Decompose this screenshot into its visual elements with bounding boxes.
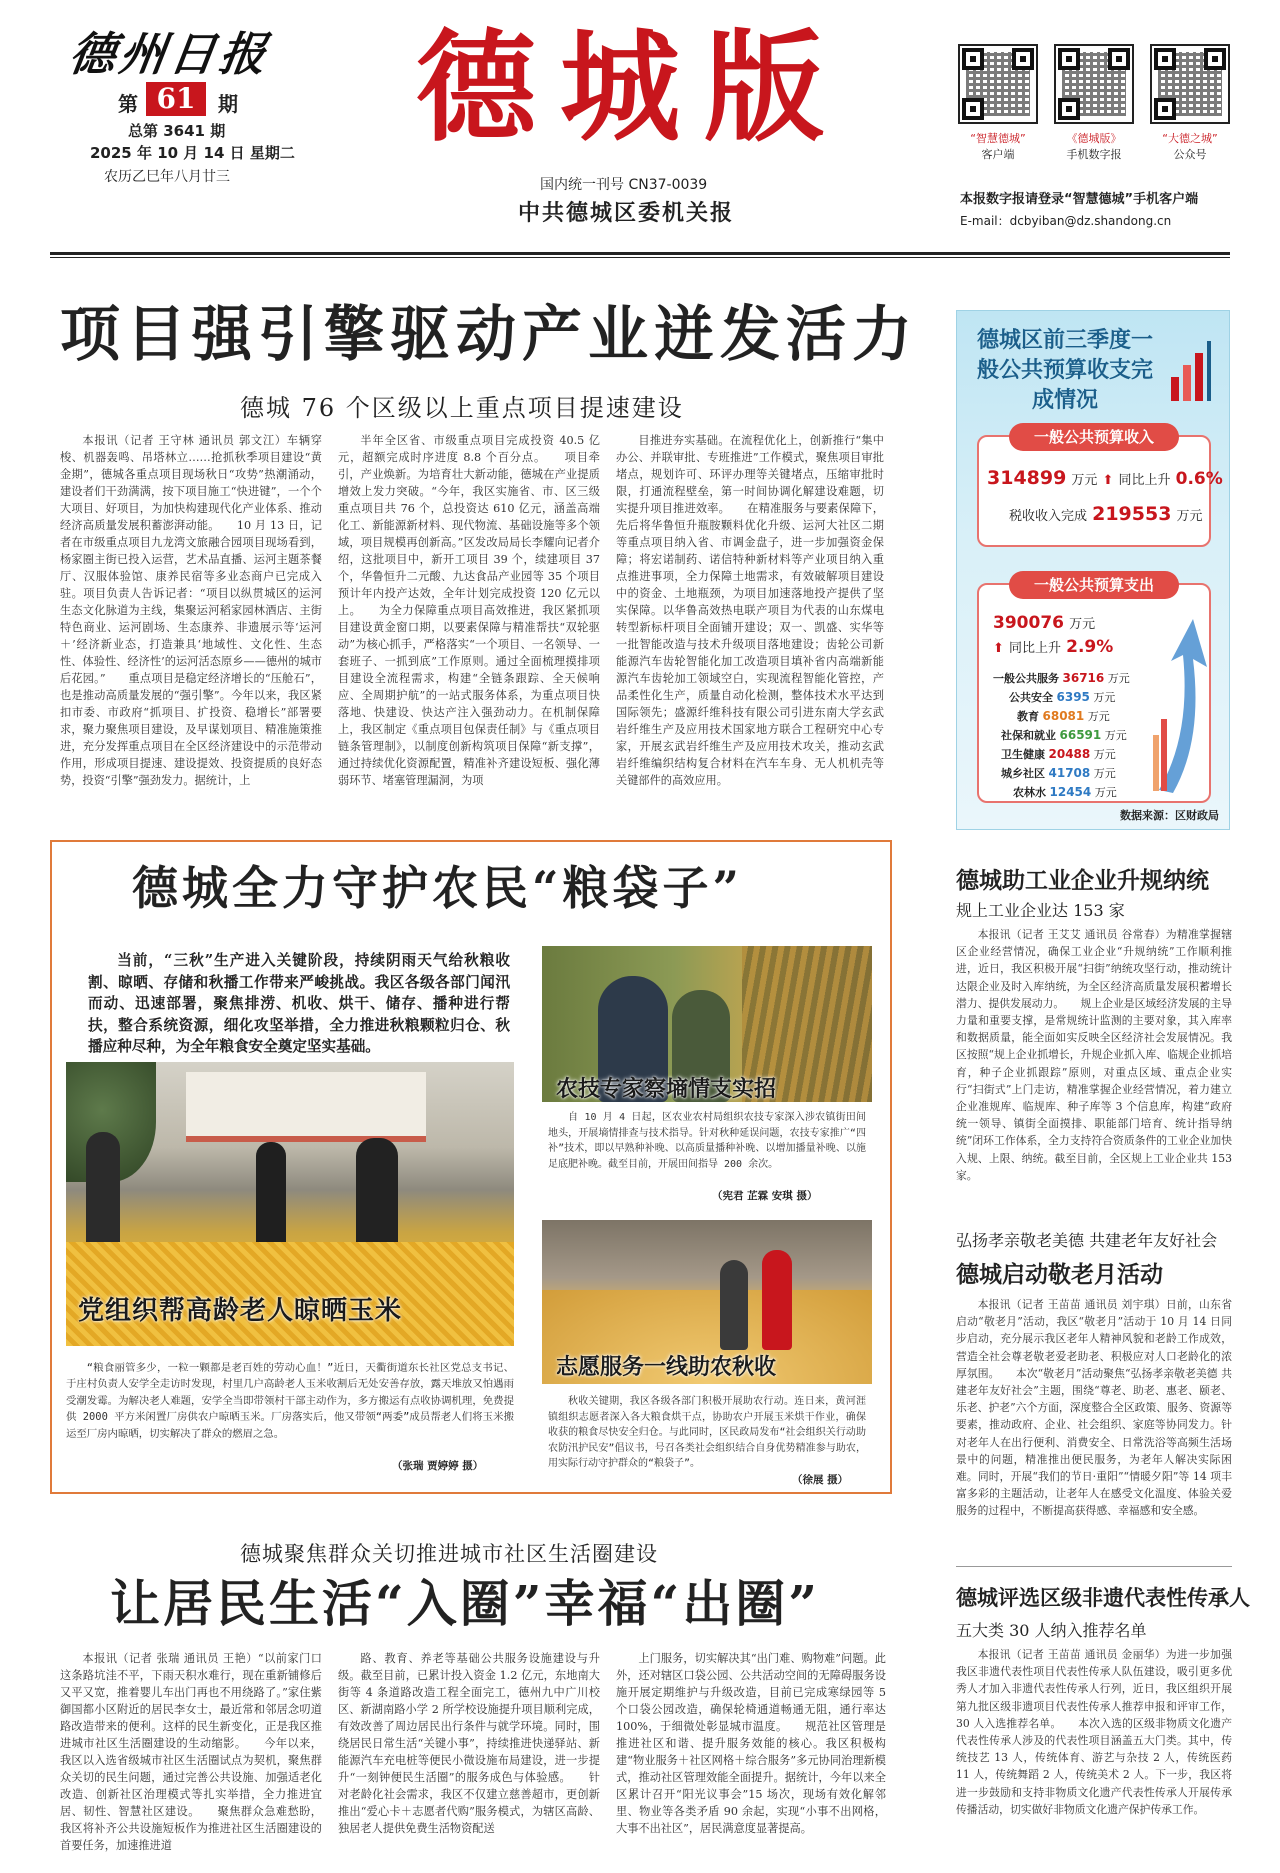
issue-number: 61 (146, 82, 206, 116)
tax-label: 税收收入完成 (1009, 509, 1088, 524)
revenue-panel (977, 428, 1223, 547)
expenditure-growth-row (993, 637, 1113, 657)
chart-icon (1169, 337, 1213, 405)
lead-subheadline: 德城 76 个区级以上重点项目提速建设 (240, 394, 684, 422)
issue-prefix: 第 (118, 92, 138, 116)
budget-title: 德城区前三季度一般公共预算收支完成情况 (976, 327, 1153, 413)
expenditure-item (993, 688, 1163, 707)
tax-value: 219553 (1092, 503, 1172, 525)
photo2-caption: 党组织帮高龄老人晾晒玉米 (78, 1296, 403, 1326)
revenue-growth-label: 同比上升 (1118, 473, 1171, 488)
revenue-unit: 万元 (1071, 473, 1098, 488)
qr-desc: 手机数字报 (1066, 148, 1122, 161)
expenditure-unit: 万元 (1069, 617, 1096, 632)
heritage-headline: 德城评选区级非遗代表性传承人 (956, 1586, 1250, 1610)
masthead-divider (50, 252, 1230, 255)
paper-name-logo: 德州日报 (65, 27, 274, 81)
total-issue: 总第 3641 期 (128, 122, 226, 140)
expenditure-items (993, 669, 1163, 802)
elderly-headline: 德城启动敬老月活动 (956, 1262, 1163, 1288)
expenditure-item (993, 764, 1163, 783)
expenditure-item (993, 726, 1163, 745)
item-unit: 万元 (1104, 729, 1127, 742)
photo3-text: 秋收关键期，我区各级各部门积极开展助农行动。连日来，黄河涯镇组织志愿者深入各大粮食烘干点，协助农户开展玉米烘干作业，确保收获的粮食尽快安全归仓。与此同时，区民政局发布“社会组织关行动助农防汛护民安”倡议书，号召各类社会组织结合自身优势精准参与助农，用实际行动守护群众的“粮袋子”。 (548, 1396, 866, 1470)
lunar-date: 农历乙巳年八月廿三 (104, 169, 230, 185)
person-shape (762, 1250, 792, 1350)
expenditure-item (993, 783, 1163, 802)
item-label: 卫生健康 (1001, 748, 1045, 761)
qr-code-icon (1150, 44, 1230, 124)
item-value: 41708 (1048, 766, 1091, 780)
up-arrow-icon: ⬆ (993, 641, 1004, 656)
item-unit: 万元 (1087, 710, 1110, 723)
grain-feature-box (50, 840, 892, 1494)
edition-title: 德城版 (416, 19, 848, 158)
elderly-kicker: 弘扬孝亲敬老美德 共建老年友好社会 (956, 1231, 1218, 1250)
lead-column-3: 目推进夯实基础。在流程优化上，创新推行“集中办公、并联审批、专班推进”工作模式，聚焦项目审批堵点，规划许可、环评办理等关键堵点，压缩审批时限，打通流程壁垒，第一时间协调化解建设难题，切实提升项目推进效率。 在精准服务与要素保障下，先后将华鲁恒升瓶胺颗料优化升级、运河大社区二期等重点项目纳入省、市调金盘子，进一步加强资金保障；将宏诺制药、诺信特种新材料等产业项目纳入重点推进事项，全力保障土地需求，有效破解项目建设中的资金、土地瓶颈，为项目加速落地投产提供了坚实保障。以华鲁高效热电联产项目为代表的山东煤电转型新标杆项目全面铺开建设；双一、凯盛、实华等一批智能改造与技术升级项目落地建设；齿轮公司新能源汽车齿轮智能化加工改造项目填补省内高端新能源汽车齿轮加工领域空白，实现流程智能化管控，产品柔性化生产，质量自动化检测，整体技术水平达到国际领先；盛源纤维科技有限公司引进东南大学玄武岩纤维生产及应用技术国家地方联合工程研究中心专家，开展玄武岩纤维生产及应用技术攻关，推动玄武岩纤维编织结构复合材料在汽车车身、无人机机壳等关键部件的高效应用。 (616, 434, 884, 787)
qr-name: 《德城版》 (1066, 132, 1122, 145)
expenditure-label: 一般公共预算支出 (1009, 571, 1179, 599)
item-value: 66591 (1059, 728, 1102, 742)
masthead (0, 0, 1280, 250)
heritage-body: 本报讯（记者 王苗苗 通讯员 金丽华）为进一步加强我区非遗代表性项目代表性传承人队伍建设，吸引更多优秀人才加入非遗代表性传承人行列，近日，我区组织开展第九批区级非遗项目代表性传承人推荐申报和评审工作，30 人入选推荐名单。 本次入选的区级非物质文化遗产代表性传承人涉及的代表性项目涵盖五大门类。其中，传统技艺 13 人，传统体育、游艺与杂技 2 人，传统医药 11 人，传统舞蹈 2 人，传统美术 2 人。下一步，我区将进一步鼓励和支持非物质文化遗产代表性传承人开展传承传播活动，切实做好非物质文化遗产保护传承工作。 (956, 1648, 1232, 1816)
photo3-credit: （徐展 摄） (792, 1474, 849, 1486)
cn-number: 国内统一刊号 CN37-0039 (540, 177, 708, 193)
grain-headline: 德城全力守护农民“粮袋子” (132, 861, 743, 915)
issue-suffix: 期 (218, 92, 238, 116)
lead-headline: 项目强引擎驱动产业迸发活力 (60, 300, 918, 370)
community-column-2: 路、教育、养老等基础公共服务设施建设与升级。截至目前，已累计投入资金 1.2 亿元，东地南大街等 4 条道路改造工程全面完工，德州九中广川校区、新湖南路小学 2 所学校设施提升项目顺利完成，有效改善了周边居民出行条件与就学环境。同时，围绕居民日常生活“关键小事”，持续推进快递驿站、新能源汽车充电桩等便民小微设施布局建设，进一步提升“一刻钟便民生活圈”的服务成色与体验感。 针对老龄化社会需求，我区不仅建立慈善超市，更创新推出“爱心卡＋志愿者代购”服务模式，为辖区高龄、独居老人提供免费生活物资配送 (338, 1652, 600, 1835)
photo2-credit: （张瑞 贾婷婷 摄） (392, 1460, 484, 1472)
revenue-growth: 0.6% (1175, 469, 1223, 489)
digital-note: 本报数字报请登录“智慧德城”手机客户端 (960, 192, 1199, 207)
revenue-value: 314899 (987, 467, 1067, 489)
item-value: 6395 (1056, 690, 1090, 704)
photo3-caption: 志愿服务一线助农秋收 (556, 1354, 777, 1380)
person-shape (720, 1260, 748, 1350)
grain-intro: 当前，“三秋”生产进入关键阶段，持续阴雨天气给秋粮收割、晾晒、存储和秋播工作带来严峻挑战。我区各级各部门闻汛而动、迅速部署，聚焦排涝、机收、烘干、储存、播种进行帮扶，整合系统资源，细化攻坚举措，全力推进秋粮颗粒归仓、秋播应种尽种，为全年粮食安全奠定坚实基础。 (88, 952, 510, 1055)
contact-email[interactable]: E-mail：dcbyiban@dz.shandong.cn (960, 214, 1172, 228)
qr-code-icon (958, 44, 1038, 124)
industry-body: 本报讯（记者 王艾艾 通讯员 谷常春）为精准掌握辖区企业经营情况，确保工业企业“升规纳统”工作顺利推进，近日，我区积极开展“扫街”纳统攻坚行动，推动统计达限企业及时入库纳统，为全区经济高质量发展积蓄增长潜力、提供发展动力。 规上企业是区域经济发展的主导力量和重要支撑，是常规统计监测的主要对象，其入库率和数据质量，能全面如实反映全区经济社会发展情况。我区按照“规上企业抓增长，升规企业抓入库、临规企业抓培育，种子企业抓跟踪”原则，对重点区域、重点企业实行“扫街式”上门走访，精准掌握企业经营情况，着力建立企业准规库、临规库、种子库等 3 个信息库，构建“政府统一领导、镇街全面摸排、职能部门培育、统计指导纳统”闭环工作体系，全力支持符合资质条件的工业企业加快入规、上限、纳统。截至目前，全区规上工业企业共 153 家。 (956, 928, 1232, 1182)
up-arrow-icon: ⬆ (1102, 473, 1114, 488)
expenditure-value: 390076 (993, 613, 1064, 633)
expenditure-panel (977, 576, 1211, 803)
item-label: 公共安全 (1009, 691, 1053, 704)
masthead-divider-thin (50, 257, 1230, 258)
lead-column-2: 半年全区省、市级重点项目完成投资 40.5 亿元，超额完成时序进度 8.8 个百分点。 项目牵引，产业焕新。为培育壮大新动能，德城在产业提质增效上发力突破。“今年，我区实施省、市、区三级重点项目共 76 个，总投资达 610 亿元，涵盖高端化工、新能源新材料、现代物流、基础设施等多个领域，项目规模再创新高。”区发改局局长李耀向记者介绍，这批项目中，新开工项目 39 个，续建项目 37 个，华鲁恒升二元酸、九达食品产业园等 35 个项目预计年内投产达效，全年计划完成投资 120 亿元以上。 为全力保障重点项目高效推进，我区紧抓项目建设黄金窗口期，以要素保障与精准帮扶“双轮驱动”为核心抓手，严格落实“一个项目、一名领导、一套班子、一抓到底”工作原则。通过全面梳理摸排项目建设全流程需求，构建“全链条跟踪、全天候响应、全周期护航”的一站式服务体系，为重点项目快落地、快建设、快达产注入强劲动力。在机制保障上，我区制定《重点项目包保责任制》与《重点项目链条管理制》，以制度创新构筑项目保障“新支撑”，通过持续优化资源配置，精准补齐建设短板、强化薄弱环节、堵塞管理漏洞，为项 (338, 434, 600, 787)
item-unit: 万元 (1093, 767, 1116, 780)
qr-name: “大德之城” (1162, 132, 1218, 145)
community-kicker: 德城聚焦群众关切推进城市社区生活圈建设 (240, 1542, 658, 1566)
qr-code-wechat[interactable] (1150, 44, 1230, 162)
tax-unit: 万元 (1176, 509, 1203, 524)
issue-date: 2025 年 10 月 14 日 星期二 (90, 144, 295, 162)
right-column-divider (956, 1566, 1232, 1567)
photo1-caption: 农技专家察墒情支实招 (556, 1076, 777, 1102)
item-label: 社保和就业 (1001, 729, 1056, 742)
qr-desc: 客户端 (981, 148, 1015, 161)
revenue-row (987, 467, 1223, 489)
item-value: 36716 (1062, 671, 1105, 685)
qr-group (958, 44, 1238, 164)
tax-row (1009, 503, 1203, 525)
qr-code-digital[interactable] (1054, 44, 1134, 162)
item-unit: 万元 (1107, 672, 1130, 685)
item-label: 一般公共服务 (993, 672, 1059, 685)
lead-column-1: 本报讯（记者 王守林 通讯员 郭文江）车辆穿梭、机器轰鸣、吊塔林立……抢抓秋季项目建设“黄金期”，德城各重点项目现场秋日“攻势”热潮涌动，建设者们干劲满满，按下项目施工“快进键”，一个个大项目、好项目，为加快构建现代化产业体系、推动经济高质量发展积蓄澎湃动能。 10 月 13 日，记者在市级重点项目九龙湾文旅融合园项目现场看到，杨家圈主街已投入运营，艺术品直播、运河主题茶餐厅、汉服体验馆、康养民宿等多业态商户已完成入驻。项目负责人告诉记者：“项目以纵贯城区的运河生态文化脉道为主线，集聚运河稻家园林酒店、主街特色商业、运河剧场、生态康养、非遗展示等‘运河＋’经济新业态，打造兼具‘地域性、文化性、生态性、体验性、经济性’的运河活态原乡——德州的城市后花园。” 重点项目是稳定经济增长的“压舱石”，也是推动高质量发展的“强引擎”。今年以来，我区紧扣市委、市政府“抓项目、扩投资、稳增长”部署要求，聚力聚焦项目建设，及早谋划项目、精准施策推进，充分发挥重点项目在全区经济建设中的示范带动作用，形成项目提速、建设提效、投资提质的良好态势，投资“引擎”强劲发力。据统计，上 (60, 434, 322, 787)
expenditure-item (993, 669, 1163, 688)
organ-line: 中共德城区委机关报 (518, 200, 735, 226)
item-value: 12454 (1049, 785, 1092, 799)
expenditure-item (993, 745, 1163, 764)
expenditure-growth: 2.9% (1066, 637, 1114, 657)
community-column-1: 本报讯（记者 张瑞 通讯员 王艳）“以前家门口这条路坑洼不平，下雨天积水难行，现在重新铺修后又平又宽，推着婴儿车出门再也不用绕路了。”家住紫御国都小区附近的居民李女士，最近常和邻居念叨道路改造带来的便利。这样的民生新变化，正是我区推进城市社区生活圈建设的生动缩影。 今年以来，我区以入选省级城市社区生活圈试点为契机，聚焦群众关切的民生问题，通过完善公共设施、加强适老化改造、创新社区治理模式等扎实举措，全力推进宜居、韧性、智慧社区建设。 聚焦群众急难愁盼，我区将补齐公共设施短板作为推进社区生活圈建设的首要任务，加速推进道 (60, 1652, 322, 1852)
qr-code-icon (1054, 44, 1134, 124)
industry-headline: 德城助工业企业升规纳统 (956, 868, 1209, 894)
community-headline: 让居民生活“入圈”幸福“出圈” (110, 1574, 821, 1633)
qr-code-client[interactable] (958, 44, 1038, 162)
photo1-text: 自 10 月 4 日起，区农业农村局组织农技专家深入涉农镇街田间地头，开展墒情排查与技术指导。针对秋种延误问题，农技专家推广“四补”技术，即以早熟种补晚、以高质量播种补晚、以增加播量补晚、以施足底肥补晚。截至目前，开展田间指导 200 余次。 (548, 1112, 866, 1170)
item-label: 农林水 (1013, 786, 1046, 799)
elderly-body: 本报讯（记者 王苗苗 通讯员 刘宇琪）日前，山东省启动“敬老月”活动，我区“敬老月”活动于 10 月 14 日同步启动，充分展示我区老年人精神风貌和老龄工作成效，营造全社会尊老敬老爱老助老、积极应对人口老龄化的浓厚氛围。 本次“敬老月”活动聚焦“弘扬孝亲敬老美德 共建老年友好社会”主题，围绕“尊老、助老、惠老、颐老、乐老、护老”六个方面，深度整合全区政策、服务、资源等要素，推动政府、企业、社会组织、家庭等协同发力。针对老年人在出行便利、消费安全、日常洗浴等高频生活场景中的问题，精准推出便民服务，为老年人解决实际困难。同时，开展“我们的节日·重阳”“情暖夕阳”等 14 项丰富多彩的主题活动，让老年人在感受文化温度、体验关爱服务的过程中，不断提高获得感、幸福感和安全感。 (956, 1298, 1232, 1518)
expenditure-item (993, 707, 1163, 726)
expenditure-row (993, 613, 1095, 633)
item-unit: 万元 (1094, 786, 1117, 799)
item-value: 20488 (1048, 747, 1091, 761)
budget-source: 数据来源：区财政局 (1120, 809, 1219, 822)
item-label: 城乡社区 (1001, 767, 1045, 780)
qr-desc: 公众号 (1173, 148, 1207, 161)
photo1-credit: （宪君 芷霖 安琪 摄） (712, 1190, 818, 1202)
revenue-label: 一般公共预算收入 (1009, 423, 1179, 451)
item-label: 教育 (1017, 710, 1039, 723)
budget-infographic (956, 310, 1230, 830)
building-shape (186, 1072, 426, 1142)
heritage-subheadline: 五大类 30 人纳入推荐名单 (956, 1621, 1147, 1640)
item-unit: 万元 (1093, 691, 1116, 704)
expenditure-growth-label: 同比上升 (1009, 641, 1062, 656)
item-value: 68081 (1042, 709, 1085, 723)
community-column-3: 上门服务，切实解决其“出门难、购物难”问题。此外，还对辖区口袋公园、公共活动空间的无障碍服务设施开展定期维护与升级改造，目前已完成寒绿园等 5 个口袋公园改造，确保轮椅通道畅通无阻，通行率达 100%，于细微处彰显城市温度。 规范社区管理是推进社区和谐、提升服务效能的核心。我区积极构建“物业服务＋社区网格＋综合服务”多元协同治理新模式，推动社区管理效能全面提升。据统计，今年以来全区累计召开“阳光议事会”15 场次，现场有效化解邻里、物业等各类矛盾 90 余起，实现“小事不出网格，大事不出社区”，居民满意度显著提高。 (616, 1652, 886, 1835)
photo2-text: “粮食丽管多少，一粒一颗都是老百姓的劳动心血！”近日，天衢街道东长社区党总支书记、于庄村负责人安学全走访时发现，村里几户高龄老人玉米收割后无处安善存放，露天堆放又怕遇雨受潮发霉。为解决老人难题，安学全当即带领村干部主动作为，多方搬运有点收协调机理，免费提供 2000 平方米闲置厂房供农户晾晒玉米。厂房落实后，他又带领“两委”成员帮老人们将玉米搬运至厂房内晾晒，切实解决了群众的燃眉之急。 (66, 1362, 514, 1440)
industry-subheadline: 规上工业企业达 153 家 (956, 901, 1125, 920)
item-unit: 万元 (1093, 748, 1116, 761)
qr-name: “智慧德城” (970, 132, 1026, 145)
